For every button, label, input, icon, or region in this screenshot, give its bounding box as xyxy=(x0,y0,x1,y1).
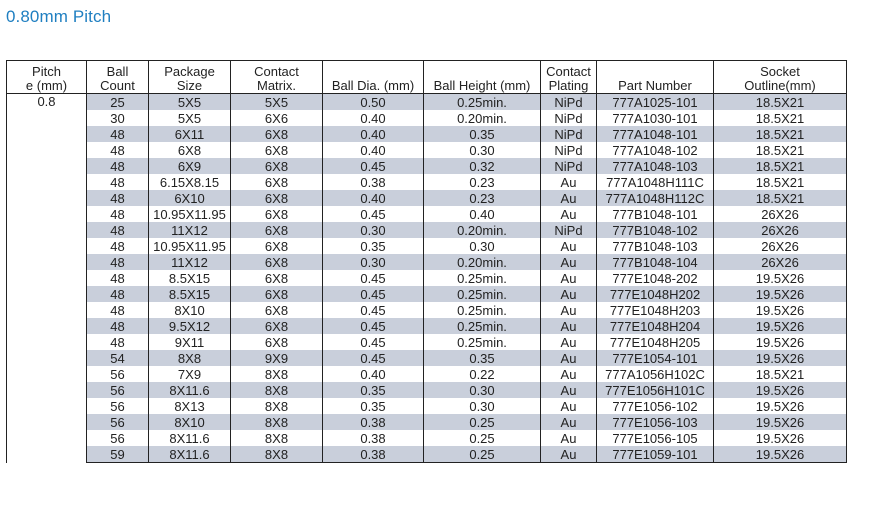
cell-package-size: 8X8 xyxy=(149,350,231,366)
cell-contact-matrix: 8X8 xyxy=(231,414,323,430)
cell-contact-plating: Au xyxy=(541,206,597,222)
cell-socket-outline: 26X26 xyxy=(714,206,847,222)
table-row xyxy=(7,270,847,286)
cell-ball-height: 0.35 xyxy=(424,350,541,366)
cell-ball-count: 48 xyxy=(87,222,149,238)
cell-socket-outline: 19.5X26 xyxy=(714,350,847,366)
col-header-ball-height: Ball Height (mm) xyxy=(424,61,541,94)
cell-ball-dia: 0.38 xyxy=(323,430,424,446)
cell-ball-dia: 0.40 xyxy=(323,142,424,158)
cell-ball-dia: 0.45 xyxy=(323,270,424,286)
cell-contact-matrix: 8X8 xyxy=(231,382,323,398)
cell-socket-outline: 19.5X26 xyxy=(714,302,847,318)
cell-contact-plating: Au xyxy=(541,318,597,334)
cell-contact-matrix: 6X8 xyxy=(231,206,323,222)
cell-contact-plating: Au xyxy=(541,446,597,463)
table-row xyxy=(7,414,847,430)
cell-part-number: 777E1059-101 xyxy=(597,446,714,463)
cell-ball-height: 0.23 xyxy=(424,174,541,190)
cell-socket-outline: 26X26 xyxy=(714,254,847,270)
cell-socket-outline: 18.5X21 xyxy=(714,174,847,190)
table-row xyxy=(7,174,847,190)
cell-ball-count: 56 xyxy=(87,414,149,430)
cell-contact-plating: NiPd xyxy=(541,222,597,238)
cell-contact-plating: Au xyxy=(541,334,597,350)
cell-ball-dia: 0.38 xyxy=(323,446,424,463)
table-row xyxy=(7,366,847,382)
cell-package-size: 9X11 xyxy=(149,334,231,350)
cell-contact-plating: Au xyxy=(541,366,597,382)
cell-contact-plating: Au xyxy=(541,254,597,270)
cell-ball-height: 0.25min. xyxy=(424,286,541,302)
cell-ball-count: 56 xyxy=(87,366,149,382)
cell-contact-plating: NiPd xyxy=(541,142,597,158)
cell-ball-height: 0.22 xyxy=(424,366,541,382)
cell-contact-matrix: 6X8 xyxy=(231,334,323,350)
cell-ball-height: 0.20min. xyxy=(424,222,541,238)
cell-ball-dia: 0.45 xyxy=(323,158,424,174)
cell-ball-count: 48 xyxy=(87,238,149,254)
cell-package-size: 8X10 xyxy=(149,302,231,318)
table-row xyxy=(7,206,847,222)
cell-contact-plating: Au xyxy=(541,286,597,302)
cell-part-number: 777A1056H102C xyxy=(597,366,714,382)
cell-contact-plating: Au xyxy=(541,270,597,286)
pitch-spec-table xyxy=(6,60,847,463)
col-header-socket-outline: Socket Outline(mm) xyxy=(714,61,847,94)
cell-contact-matrix: 6X8 xyxy=(231,238,323,254)
cell-ball-height: 0.30 xyxy=(424,398,541,414)
table-row xyxy=(7,126,847,142)
cell-socket-outline: 26X26 xyxy=(714,238,847,254)
cell-ball-dia: 0.35 xyxy=(323,382,424,398)
table-row xyxy=(7,350,847,366)
cell-part-number: 777B1048-103 xyxy=(597,238,714,254)
cell-ball-dia: 0.35 xyxy=(323,398,424,414)
cell-contact-matrix: 8X8 xyxy=(231,366,323,382)
cell-contact-plating: Au xyxy=(541,238,597,254)
table-row xyxy=(7,318,847,334)
cell-ball-height: 0.25 xyxy=(424,446,541,463)
table-row xyxy=(7,158,847,174)
cell-socket-outline: 19.5X26 xyxy=(714,446,847,463)
cell-package-size: 6X11 xyxy=(149,126,231,142)
cell-ball-height: 0.32 xyxy=(424,158,541,174)
cell-contact-plating: Au xyxy=(541,382,597,398)
cell-socket-outline: 26X26 xyxy=(714,222,847,238)
cell-ball-dia: 0.38 xyxy=(323,174,424,190)
cell-ball-height: 0.30 xyxy=(424,142,541,158)
cell-contact-matrix: 9X9 xyxy=(231,350,323,366)
cell-part-number: 777E1048H202 xyxy=(597,286,714,302)
col-header-package-size: Package Size xyxy=(149,61,231,94)
cell-contact-matrix: 6X8 xyxy=(231,286,323,302)
cell-part-number: 777B1048-104 xyxy=(597,254,714,270)
cell-ball-dia: 0.45 xyxy=(323,206,424,222)
cell-part-number: 777E1056-105 xyxy=(597,430,714,446)
cell-ball-height: 0.35 xyxy=(424,126,541,142)
cell-ball-count: 54 xyxy=(87,350,149,366)
cell-ball-height: 0.20min. xyxy=(424,110,541,126)
cell-contact-matrix: 6X8 xyxy=(231,318,323,334)
cell-package-size: 6X8 xyxy=(149,142,231,158)
cell-contact-plating: Au xyxy=(541,414,597,430)
cell-ball-height: 0.25 xyxy=(424,430,541,446)
cell-ball-count: 48 xyxy=(87,126,149,142)
cell-ball-count: 56 xyxy=(87,382,149,398)
cell-package-size: 8X10 xyxy=(149,414,231,430)
cell-ball-height: 0.25min. xyxy=(424,318,541,334)
cell-part-number: 777E1048H205 xyxy=(597,334,714,350)
cell-socket-outline: 19.5X26 xyxy=(714,430,847,446)
cell-ball-count: 48 xyxy=(87,190,149,206)
cell-ball-count: 56 xyxy=(87,398,149,414)
cell-socket-outline: 19.5X26 xyxy=(714,382,847,398)
cell-ball-count: 48 xyxy=(87,206,149,222)
cell-ball-dia: 0.45 xyxy=(323,334,424,350)
cell-contact-plating: Au xyxy=(541,350,597,366)
table-row xyxy=(7,142,847,158)
cell-contact-matrix: 6X8 xyxy=(231,174,323,190)
cell-ball-dia: 0.30 xyxy=(323,254,424,270)
cell-part-number: 777E1048H204 xyxy=(597,318,714,334)
table-row xyxy=(7,286,847,302)
cell-ball-count: 48 xyxy=(87,286,149,302)
cell-contact-matrix: 5X5 xyxy=(231,94,323,111)
cell-socket-outline: 18.5X21 xyxy=(714,126,847,142)
cell-part-number: 777E1056H101C xyxy=(597,382,714,398)
cell-package-size: 6X9 xyxy=(149,158,231,174)
cell-socket-outline: 18.5X21 xyxy=(714,366,847,382)
cell-contact-matrix: 6X8 xyxy=(231,270,323,286)
cell-ball-dia: 0.35 xyxy=(323,238,424,254)
cell-ball-height: 0.25 xyxy=(424,414,541,430)
cell-part-number: 777A1048H111C xyxy=(597,174,714,190)
cell-contact-plating: NiPd xyxy=(541,126,597,142)
cell-package-size: 5X5 xyxy=(149,94,231,111)
table-row xyxy=(7,302,847,318)
table-row xyxy=(7,398,847,414)
table-row xyxy=(7,334,847,350)
cell-ball-height: 0.25min. xyxy=(424,270,541,286)
cell-package-size: 10.95X11.95 xyxy=(149,206,231,222)
cell-package-size: 5X5 xyxy=(149,110,231,126)
cell-ball-dia: 0.38 xyxy=(323,414,424,430)
cell-socket-outline: 19.5X26 xyxy=(714,398,847,414)
cell-package-size: 9.5X12 xyxy=(149,318,231,334)
cell-socket-outline: 19.5X26 xyxy=(714,318,847,334)
cell-ball-height: 0.40 xyxy=(424,206,541,222)
cell-ball-dia: 0.50 xyxy=(323,94,424,111)
cell-contact-matrix: 6X8 xyxy=(231,142,323,158)
cell-contact-plating: NiPd xyxy=(541,158,597,174)
cell-contact-matrix: 8X8 xyxy=(231,446,323,463)
cell-ball-count: 59 xyxy=(87,446,149,463)
cell-contact-matrix: 6X8 xyxy=(231,302,323,318)
cell-package-size: 8.5X15 xyxy=(149,286,231,302)
cell-socket-outline: 19.5X26 xyxy=(714,414,847,430)
col-header-ball-count: Ball Count xyxy=(87,61,149,94)
page-title: 0.80mm Pitch xyxy=(6,7,112,26)
cell-ball-height: 0.25min. xyxy=(424,334,541,350)
cell-part-number: 777A1048-102 xyxy=(597,142,714,158)
cell-ball-count: 30 xyxy=(87,110,149,126)
table-row xyxy=(7,382,847,398)
cell-package-size: 6.15X8.15 xyxy=(149,174,231,190)
cell-package-size: 11X12 xyxy=(149,254,231,270)
cell-part-number: 777A1025-101 xyxy=(597,94,714,111)
cell-ball-count: 48 xyxy=(87,334,149,350)
cell-contact-plating: Au xyxy=(541,174,597,190)
cell-contact-plating: Au xyxy=(541,302,597,318)
cell-ball-dia: 0.40 xyxy=(323,190,424,206)
cell-ball-count: 48 xyxy=(87,174,149,190)
cell-package-size: 8X11.6 xyxy=(149,382,231,398)
cell-ball-height: 0.25min. xyxy=(424,94,541,111)
cell-ball-dia: 0.45 xyxy=(323,350,424,366)
cell-socket-outline: 18.5X21 xyxy=(714,158,847,174)
cell-socket-outline: 19.5X26 xyxy=(714,334,847,350)
cell-ball-count: 25 xyxy=(87,94,149,111)
cell-package-size: 7X9 xyxy=(149,366,231,382)
col-header-contact-matrix: Contact Matrix. xyxy=(231,61,323,94)
cell-package-size: 6X10 xyxy=(149,190,231,206)
cell-ball-dia: 0.40 xyxy=(323,366,424,382)
cell-contact-plating: NiPd xyxy=(541,110,597,126)
table-row xyxy=(7,222,847,238)
cell-part-number: 777A1048-103 xyxy=(597,158,714,174)
table-row xyxy=(7,238,847,254)
col-header-part-number: Part Number xyxy=(597,61,714,94)
cell-contact-matrix: 8X8 xyxy=(231,430,323,446)
cell-ball-dia: 0.45 xyxy=(323,318,424,334)
cell-contact-matrix: 6X8 xyxy=(231,222,323,238)
cell-package-size: 8.5X15 xyxy=(149,270,231,286)
cell-ball-height: 0.20min. xyxy=(424,254,541,270)
cell-part-number: 777B1048-102 xyxy=(597,222,714,238)
cell-package-size: 10.95X11.95 xyxy=(149,238,231,254)
col-header-ball-dia: Ball Dia. (mm) xyxy=(323,61,424,94)
cell-contact-matrix: 6X8 xyxy=(231,126,323,142)
cell-contact-matrix: 6X8 xyxy=(231,158,323,174)
table-row xyxy=(7,190,847,206)
cell-ball-dia: 0.40 xyxy=(323,110,424,126)
cell-part-number: 777E1054-101 xyxy=(597,350,714,366)
cell-ball-count: 56 xyxy=(87,430,149,446)
cell-ball-count: 48 xyxy=(87,142,149,158)
cell-part-number: 777E1048-202 xyxy=(597,270,714,286)
cell-ball-height: 0.23 xyxy=(424,190,541,206)
cell-ball-height: 0.30 xyxy=(424,382,541,398)
table-row xyxy=(7,430,847,446)
cell-ball-height: 0.25min. xyxy=(424,302,541,318)
cell-ball-count: 48 xyxy=(87,318,149,334)
cell-part-number: 777A1030-101 xyxy=(597,110,714,126)
cell-contact-matrix: 6X6 xyxy=(231,110,323,126)
table-row xyxy=(7,94,847,111)
cell-ball-dia: 0.40 xyxy=(323,126,424,142)
col-header-contact-plating: Contact Plating xyxy=(541,61,597,94)
cell-part-number: 777E1056-102 xyxy=(597,398,714,414)
cell-contact-plating: NiPd xyxy=(541,94,597,111)
cell-part-number: 777A1048-101 xyxy=(597,126,714,142)
cell-ball-count: 48 xyxy=(87,302,149,318)
cell-ball-count: 48 xyxy=(87,254,149,270)
cell-contact-matrix: 6X8 xyxy=(231,254,323,270)
cell-package-size: 8X11.6 xyxy=(149,446,231,463)
table-row xyxy=(7,254,847,270)
table-row xyxy=(7,446,847,463)
cell-socket-outline: 18.5X21 xyxy=(714,190,847,206)
cell-ball-count: 48 xyxy=(87,270,149,286)
cell-socket-outline: 19.5X26 xyxy=(714,286,847,302)
col-header-pitch: Pitch e (mm) xyxy=(7,61,87,94)
cell-socket-outline: 18.5X21 xyxy=(714,142,847,158)
cell-ball-dia: 0.45 xyxy=(323,302,424,318)
cell-contact-plating: Au xyxy=(541,430,597,446)
cell-contact-plating: Au xyxy=(541,398,597,414)
cell-part-number: 777E1048H203 xyxy=(597,302,714,318)
cell-contact-matrix: 8X8 xyxy=(231,398,323,414)
cell-package-size: 8X13 xyxy=(149,398,231,414)
cell-ball-dia: 0.30 xyxy=(323,222,424,238)
cell-part-number: 777E1056-103 xyxy=(597,414,714,430)
cell-pitch: 0.8 xyxy=(7,94,87,463)
cell-ball-dia: 0.45 xyxy=(323,286,424,302)
cell-package-size: 11X12 xyxy=(149,222,231,238)
cell-contact-plating: Au xyxy=(541,190,597,206)
cell-contact-matrix: 6X8 xyxy=(231,190,323,206)
cell-part-number: 777B1048-101 xyxy=(597,206,714,222)
cell-socket-outline: 19.5X26 xyxy=(714,270,847,286)
cell-ball-count: 48 xyxy=(87,158,149,174)
table-row xyxy=(7,110,847,126)
cell-part-number: 777A1048H112C xyxy=(597,190,714,206)
cell-ball-height: 0.30 xyxy=(424,238,541,254)
cell-socket-outline: 18.5X21 xyxy=(714,110,847,126)
table-header-row xyxy=(7,61,847,94)
cell-socket-outline: 18.5X21 xyxy=(714,94,847,111)
cell-package-size: 8X11.6 xyxy=(149,430,231,446)
